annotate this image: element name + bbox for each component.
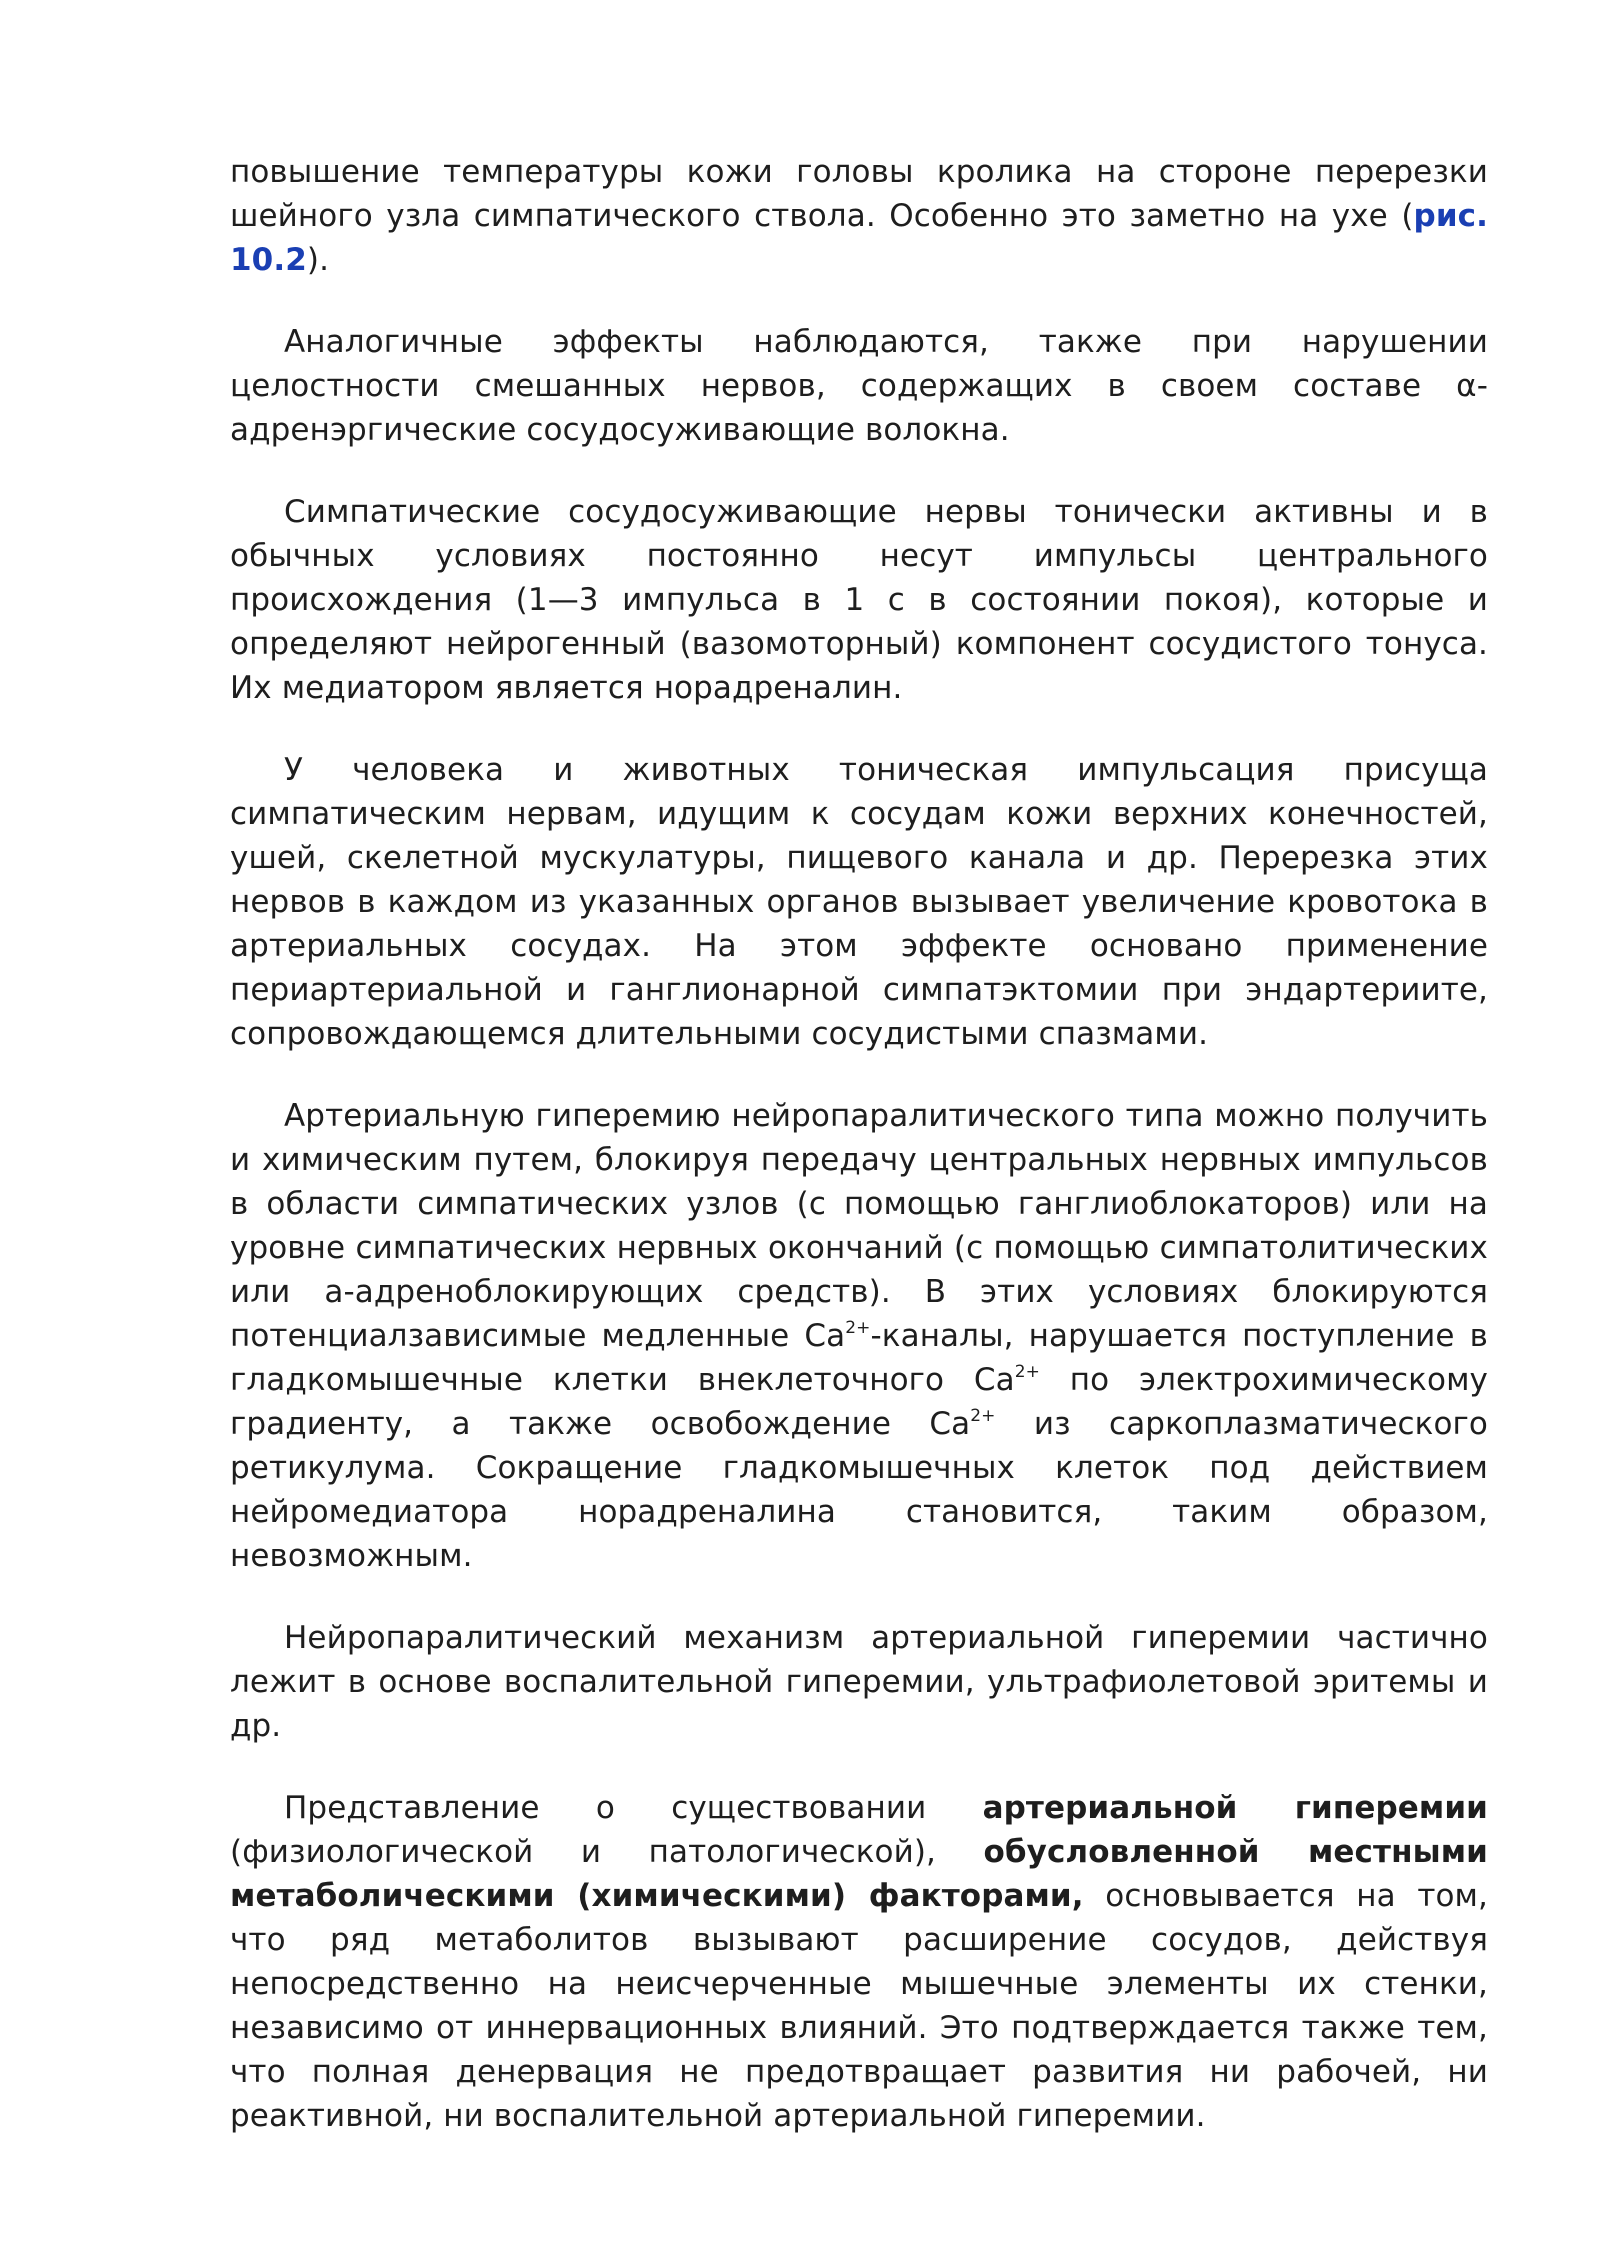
paragraph-7-text-a: Представление о существовании <box>284 1790 983 1826</box>
paragraph-2: Аналогичные эффекты наблюдаются, также при нарушении целостности смешанных нервов, содержащих в своем составе α-адренэргические сосудосуживающие волокна. <box>230 324 1488 448</box>
paragraph-1-text-b: ). <box>306 242 330 278</box>
document-page <box>230 150 1488 2176</box>
paragraph-7 <box>230 1786 1488 2138</box>
paragraph-5-text-d: из саркоплазматического ретикулума. Сокращение гладкомышечных клеток под действием нейромедиатора норадреналина становится, таким образом, невозможным. <box>230 1406 1488 1574</box>
paragraph-3: Симпатические сосудосуживающие нервы тонически активны и в обычных условиях постоянно несут импульсы центрального происхождения (1—3 импульса в 1 с в состоянии покоя), которые и определяют нейрогенный (вазомоторный) компонент сосудистого тонуса. Их медиатором является норадреналин. <box>230 494 1488 706</box>
paragraph-7-text-c: основывается на том, что ряд метаболитов вызывают расширение сосудов, действуя непосредственно на неисчерченные мышечные элементы их стенки, независимо от иннервационных влияний. Это подтверждается также тем, что полная денервация не предотвращает развития ни рабочей, ни реактивной, ни воспалительной артериальной гиперемии. <box>230 1878 1488 2134</box>
paragraph-4: У человека и животных тоническая импульсация присуща симпатическим нервам, идущим к сосудам кожи верхних конечностей, ушей, скелетной мускулатуры, пищевого канала и др. Перерезка этих нервов в каждом из указанных органов вызывает увеличение кровотока в артериальных сосудах. На этом эффекте основано применение периартериальной и ганглионарной симпатэктомии при эндартериите, сопровождающемся длительными сосудистыми спазмами. <box>230 752 1488 1052</box>
figure-link[interactable]: рис. 10.2 <box>230 198 1488 278</box>
paragraph-5-text-b: -каналы, нарушается поступление в гладкомышечные клетки внеклеточного Ca <box>230 1318 1489 1398</box>
paragraph-5-text-c: по электрохимическому градиенту, а также освобождение Ca <box>230 1362 1488 1442</box>
bold-term-2: обусловленной местными метаболическими (химическими) факторами, <box>230 1834 1488 1914</box>
superscript-charge: 2+ <box>1014 1362 1040 1382</box>
paragraph-5 <box>230 1094 1488 1578</box>
paragraph-1-text-a: повышение температуры кожи головы кролика на стороне перерезки шейного узла симпатического ствола. Особенно это заметно на ухе ( <box>230 154 1488 234</box>
bold-term-1: артериальной гиперемии <box>982 1790 1488 1826</box>
superscript-charge: 2+ <box>845 1318 871 1338</box>
paragraph-1 <box>230 150 1488 282</box>
paragraph-7-text-b: (физиологической и патологической), <box>230 1834 984 1870</box>
paragraph-5-text-a: Артериальную гиперемию нейропаралитического типа можно получить и химическим путем, блокируя передачу центральных нервных импульсов в области симпатических узлов (с помощью ганглиоблокаторов) или на уровне симпатических нервных окончаний (с помощью симпатолитических или а-адреноблокирующих средств). В этих условиях блокируются потенциалзависимые медленные Ca <box>230 1098 1488 1354</box>
paragraph-6: Нейропаралитический механизм артериальной гиперемии частично лежит в основе воспалительной гиперемии, ультрафиолетовой эритемы и др. <box>230 1620 1488 1744</box>
superscript-charge: 2+ <box>970 1406 996 1426</box>
